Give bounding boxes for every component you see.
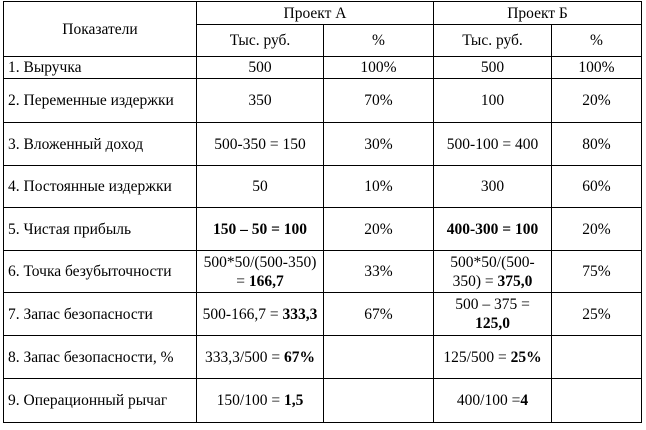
a-value <box>197 336 324 379</box>
b-percent: 80% <box>552 123 642 166</box>
a-percent <box>324 336 434 379</box>
row-label: 8. Запас безопасности, % <box>4 336 197 379</box>
a-formula: 500-166,7 = <box>202 305 283 323</box>
a-percent: 100% <box>324 57 434 79</box>
b-value <box>434 251 552 293</box>
header-b-percent: % <box>552 25 642 57</box>
table-row <box>4 57 642 79</box>
a-value: 50 <box>197 166 324 208</box>
b-value <box>434 379 552 423</box>
indicators-table <box>3 1 642 423</box>
b-result: 125,0 <box>475 315 510 332</box>
b-value: 500-100 = 400 <box>434 123 552 166</box>
a-percent: 67% <box>324 293 434 336</box>
b-percent <box>552 336 642 379</box>
row-label: 7. Запас безопасности <box>4 293 197 336</box>
header-indicators: Показатели <box>4 2 197 57</box>
a-value: 500 <box>197 57 324 79</box>
b-value: 500 <box>434 57 552 79</box>
b-value <box>434 293 552 336</box>
a-formula: 500*50/(500-350) = <box>203 253 317 290</box>
b-result: 375,0 <box>497 272 533 290</box>
a-value: 500-350 = 150 <box>197 123 324 166</box>
a-percent <box>324 379 434 423</box>
table-row <box>4 293 642 336</box>
a-percent: 30% <box>324 123 434 166</box>
a-value: 350 <box>197 79 324 123</box>
b-percent: 75% <box>552 251 642 293</box>
row-label: 6. Точка безубыточности <box>4 251 197 293</box>
b-percent: 100% <box>552 57 642 79</box>
a-percent: 20% <box>324 208 434 251</box>
table-row <box>4 251 642 293</box>
b-percent: 20% <box>552 79 642 123</box>
header-project-a: Проект А <box>197 2 434 25</box>
b-result: 4 <box>520 392 529 409</box>
table-row <box>4 166 642 208</box>
b-value: 100 <box>434 79 552 123</box>
a-value <box>197 379 324 423</box>
b-value: 400-300 = 100 <box>434 208 552 251</box>
a-value: 150 – 50 = 100 <box>197 208 324 251</box>
a-value <box>197 251 324 293</box>
a-formula: 150/100 = <box>216 392 284 409</box>
table-row <box>4 379 642 423</box>
row-label: 5. Чистая прибыль <box>4 208 197 251</box>
row-label: 9. Операционный рычаг <box>4 379 197 423</box>
header-a-percent: % <box>324 25 434 57</box>
b-result: 25% <box>510 348 542 366</box>
table-row <box>4 208 642 251</box>
b-formula: 500*50/(500-350) = <box>450 253 535 290</box>
header-row-projects <box>4 2 642 25</box>
a-result: 1,5 <box>283 392 304 409</box>
row-label: 3. Вложенный доход <box>4 123 197 166</box>
a-percent: 33% <box>324 251 434 293</box>
row-label: 1. Выручка <box>4 57 197 79</box>
a-value <box>197 293 324 336</box>
row-label: 4. Постоянные издержки <box>4 166 197 208</box>
a-result: 67% <box>283 348 315 366</box>
row-label: 2. Переменные издержки <box>4 79 197 123</box>
b-formula: 125/500 = <box>443 348 511 366</box>
b-formula: 500 – 375 = <box>455 296 530 313</box>
table-row <box>4 336 642 379</box>
a-result: 166,7 <box>248 272 284 290</box>
b-percent: 60% <box>552 166 642 208</box>
header-project-b: Проект Б <box>434 2 642 25</box>
b-formula: 400/100 = <box>456 392 521 409</box>
b-value: 300 <box>434 166 552 208</box>
b-percent: 25% <box>552 293 642 336</box>
b-percent: 20% <box>552 208 642 251</box>
a-result: 333,3 <box>282 305 318 323</box>
a-percent: 70% <box>324 79 434 123</box>
b-percent <box>552 379 642 423</box>
b-value <box>434 336 552 379</box>
table-row <box>4 79 642 123</box>
header-b-thousand-rub: Тыс. руб. <box>434 25 552 57</box>
a-formula: 333,3/500 = <box>205 348 284 366</box>
table-row <box>4 123 642 166</box>
a-percent: 10% <box>324 166 434 208</box>
header-a-thousand-rub: Тыс. руб. <box>197 25 324 57</box>
